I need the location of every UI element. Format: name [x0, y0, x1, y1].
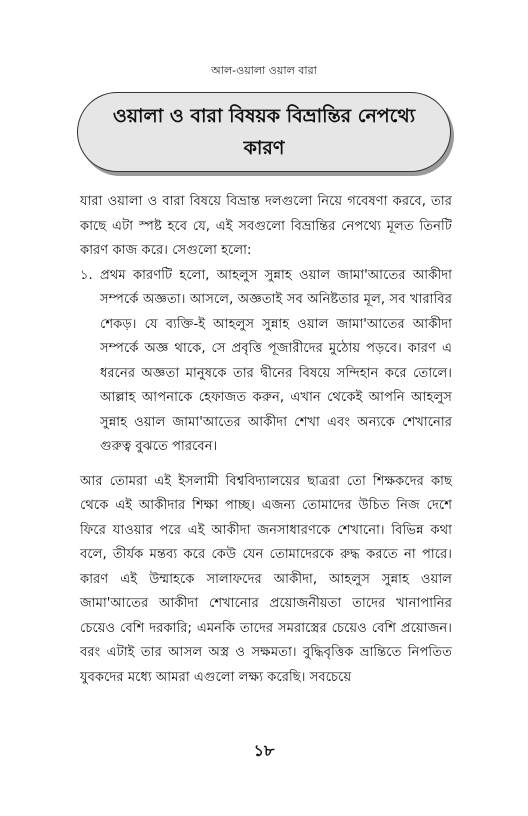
body-text: [80, 190, 452, 690]
list-item: [80, 264, 452, 460]
running-header: আল-ওয়ালা ওয়াল বারা: [211, 64, 317, 77]
intro-paragraph: যারা ওয়ালা ও বারা বিষয়ে বিভ্রান্ত দলগুলো নিয়ে গবেষণা করবে, তার কাছে এটা স্পষ্ট হবে যে, এই সবগুলো বিভ্রান্তির নেপথ্যে মূলত তিনটি কারণ কাজ করে। সেগুলো হলো:: [80, 194, 452, 258]
body-paragraph: আর তোমরা এই ইসলামী বিশ্ববিদ্যালয়ের ছাত্ররা তো শিক্ষকদের কাছ থেকে এই আকীদার শিক্ষা পাচ্ছ। এজন্য তোমাদের উচিত নিজ দেশে ফিরে যাওয়ার পরে এই আকীদা জনসাধারণকে শেখানো। বিভিন্ন কথা বলে, তীর্যক মন্তব্য করে কেউ যেন তোমাদেরকে রুদ্ধ করতে না পারে। কারণ এই উম্মাহকে সালাফদের আকীদা, আহলুস সুন্নাহ ওয়াল জামা'আতের আকীদা শেখানোর প্রয়োজনীয়তা তাদের খানাপানির চেয়েও বেশি দরকারি; এমনকি তাদের সমরাস্ত্রের চেয়েও বেশি প্রয়োজন। বরং এটাই তার আসল অস্ত্র ও সক্ষমতা। বুদ্ধিবৃত্তিক ভ্রান্তিতে নিপতিত যুবকদের মধ্যে আমরা এগুলো লক্ষ্য করেছি। সবচেয়ে: [80, 473, 452, 685]
chapter-title-box: [77, 92, 451, 172]
list-item-text: প্রথম কারণটি হলো, আহলুস সুন্নাহ ওয়াল জামা'আতের আকীদা সম্পর্কে অজ্ঞতা। আসলে, অজ্ঞতাই সব অনিষ্টতার মূল, সব খারাবির শেকড়। যে ব্যক্তি-ই আহলুস সুন্নাহ ওয়াল জামা'আতের আকীদা সম্পর্কে অজ্ঞ থাকে, সে প্রবৃত্তি পূজারীদের মুঠোয় পড়বে। কারণ এ ধরনের অজ্ঞতা মানুষকে তার দ্বীনের বিষয়ে সন্দিহান করে তোলে। আল্লাহ আপনাকে হেফাজত করুন, এখান থেকেই আপনি আহলুস সুন্নাহ ওয়াল জামা'আতের আকীদা শেখা এবং অন্যকে শেখানোর গুরুত্ব বুঝতে পারবেন।: [100, 267, 452, 454]
page-number: ১৮: [253, 741, 275, 760]
list-item-number: ১.: [80, 267, 93, 283]
chapter-title: ওয়ালা ও বারা বিষয়ক বিভ্রান্তির নেপথ্যে কারণ: [112, 105, 416, 159]
